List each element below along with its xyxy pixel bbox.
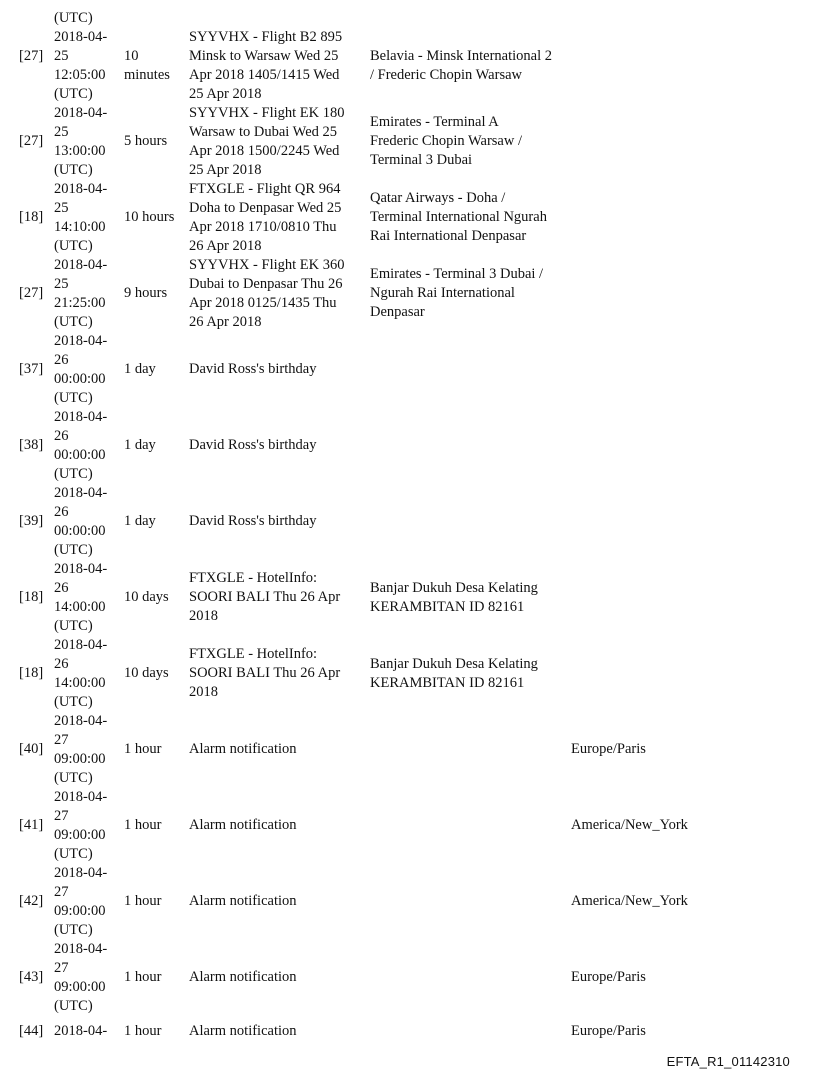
row-timezone: Europe/Paris: [571, 741, 646, 757]
row-summary: David Ross's birthday: [189, 361, 317, 377]
row-summary: David Ross's birthday: [189, 513, 317, 529]
calendar-row: [0, 636, 816, 712]
calendar-row: [0, 104, 816, 180]
document-id-footer: EFTA_R1_01142310: [666, 1054, 790, 1069]
row-date: 2018-04- 27 09:00:00 (UTC): [54, 941, 108, 1014]
row-timezone: America/New_York: [571, 893, 688, 909]
leading-date-fragment: (UTC): [54, 10, 93, 26]
row-summary: Alarm notification: [189, 893, 297, 909]
row-duration: 1 hour: [124, 741, 162, 757]
row-date: 2018-04- 26 00:00:00 (UTC): [54, 485, 108, 558]
row-timezone: America/New_York: [571, 817, 688, 833]
row-location: Banjar Dukuh Desa Kelating KERAMBITAN ID 82161: [370, 580, 538, 615]
row-ref: [39]: [19, 513, 44, 529]
row-duration: 5 hours: [124, 133, 168, 149]
calendar-row: [0, 28, 816, 104]
calendar-row: [0, 484, 816, 560]
row-timezone: Europe/Paris: [571, 1023, 646, 1039]
row-location: Emirates - Terminal 3 Dubai / Ngurah Rai International Denpasar: [370, 266, 544, 320]
row-date: 2018-04- 26 00:00:00 (UTC): [54, 333, 108, 406]
row-ref: [27]: [19, 133, 44, 149]
row-location: Banjar Dukuh Desa Kelating KERAMBITAN ID 82161: [370, 656, 538, 691]
row-duration: 10 days: [124, 665, 169, 681]
row-timezone: Europe/Paris: [571, 969, 646, 985]
row-date: 2018-04- 26 00:00:00 (UTC): [54, 409, 108, 482]
row-ref: [18]: [19, 665, 44, 681]
row-date: 2018-04- 25 13:00:00 (UTC): [54, 105, 108, 178]
calendar-row: [0, 560, 816, 636]
row-summary: Alarm notification: [189, 969, 297, 985]
row-duration: 1 day: [124, 513, 156, 529]
calendar-row: [0, 408, 816, 484]
row-duration: 9 hours: [124, 285, 168, 301]
row-duration: 1 hour: [124, 817, 162, 833]
row-ref: [37]: [19, 361, 44, 377]
row-ref: [43]: [19, 969, 44, 985]
row-ref: [27]: [19, 285, 44, 301]
row-ref: [41]: [19, 817, 44, 833]
row-summary: FTXGLE - Flight QR 964 Doha to Denpasar Wed 25 Apr 2018 1710/0810 Thu 26 Apr 2018: [189, 181, 342, 254]
row-summary: Alarm notification: [189, 817, 297, 833]
row-date: 2018-04- 27 09:00:00 (UTC): [54, 789, 108, 862]
row-summary: Alarm notification: [189, 741, 297, 757]
row-location: Qatar Airways - Doha / Terminal International Ngurah Rai International Denpasar: [370, 190, 547, 244]
row-ref: [42]: [19, 893, 44, 909]
row-summary: FTXGLE - HotelInfo: SOORI BALI Thu 26 Apr 2018: [189, 570, 341, 624]
row-summary: FTXGLE - HotelInfo: SOORI BALI Thu 26 Apr 2018: [189, 646, 341, 700]
calendar-row: [0, 180, 816, 256]
row-date: 2018-04- 26 14:00:00 (UTC): [54, 561, 108, 634]
row-location: Belavia - Minsk International 2 / Frederic Chopin Warsaw: [370, 48, 553, 83]
row-duration: 10 hours: [124, 209, 175, 225]
row-ref: [44]: [19, 1023, 44, 1039]
row-summary: David Ross's birthday: [189, 437, 317, 453]
row-date: 2018-04-: [54, 1023, 108, 1039]
row-duration: 1 hour: [124, 1023, 162, 1039]
calendar-row: [0, 332, 816, 408]
row-date: 2018-04- 25 14:10:00 (UTC): [54, 181, 108, 254]
row-ref: [27]: [19, 48, 44, 64]
row-duration: 10 days: [124, 589, 169, 605]
row-ref: [38]: [19, 437, 44, 453]
row-duration: 1 hour: [124, 893, 162, 909]
row-ref: [18]: [19, 209, 44, 225]
row-date: 2018-04- 27 09:00:00 (UTC): [54, 865, 108, 938]
row-date: 2018-04- 25 12:05:00 (UTC): [54, 29, 108, 102]
calendar-row: [0, 864, 816, 940]
calendar-row: [0, 712, 816, 788]
row-date: 2018-04- 26 14:00:00 (UTC): [54, 637, 108, 710]
row-summary: SYYVHX - Flight EK 180 Warsaw to Dubai Wed 25 Apr 2018 1500/2245 Wed 25 Apr 2018: [189, 105, 345, 178]
row-summary: SYYVHX - Flight EK 360 Dubai to Denpasar Thu 26 Apr 2018 0125/1435 Thu 26 Apr 2018: [189, 257, 345, 330]
row-duration: 1 day: [124, 361, 156, 377]
row-duration: 1 hour: [124, 969, 162, 985]
row-date: 2018-04- 25 21:25:00 (UTC): [54, 257, 108, 330]
calendar-row: [0, 940, 816, 1016]
calendar-row: [0, 256, 816, 332]
row-location: Emirates - Terminal A Frederic Chopin Warsaw / Terminal 3 Dubai: [370, 114, 522, 168]
calendar-row: [0, 788, 816, 864]
row-ref: [18]: [19, 589, 44, 605]
calendar-row: [0, 1022, 816, 1042]
row-summary: Alarm notification: [189, 1023, 297, 1039]
row-summary: SYYVHX - Flight B2 895 Minsk to Warsaw Wed 25 Apr 2018 1405/1415 Wed 25 Apr 2018: [189, 29, 343, 102]
row-date: 2018-04- 27 09:00:00 (UTC): [54, 713, 108, 786]
row-ref: [40]: [19, 741, 44, 757]
row-duration: 10 minutes: [124, 48, 170, 83]
row-duration: 1 day: [124, 437, 156, 453]
